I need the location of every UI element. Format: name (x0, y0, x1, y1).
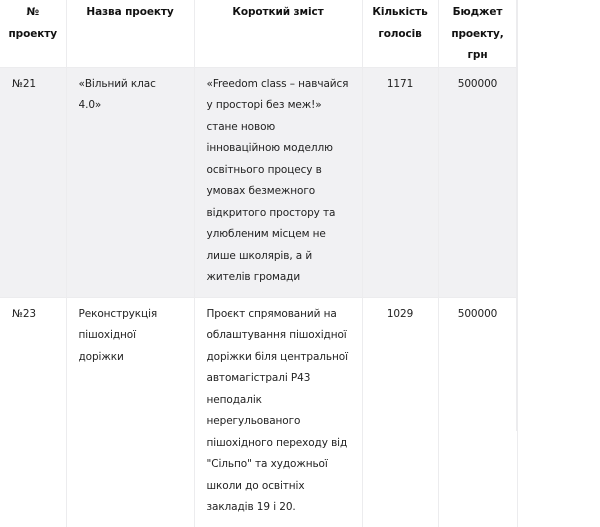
cell-project-number: №21 (0, 67, 66, 297)
header-project-name: Назва проекту (66, 0, 194, 67)
cell-budget: 500000 (438, 297, 517, 527)
header-project-number: № проекту (0, 0, 66, 67)
header-votes: Кількість голосів (362, 0, 438, 67)
cell-project-name: «Вільний клас 4.0» (66, 67, 194, 297)
cell-summary: Проєкт спрямований на облаштування пішохідної доріжки біля центральної автомагістралі Р43 неподалік нерегульованого пішохідного переходу від "Сільпо" та художньої школи до освітніх закладів 19 і 20. (194, 297, 362, 527)
table-header (0, 0, 517, 67)
table-right-border (516, 0, 517, 431)
header-budget: Бюджет проекту, грн (438, 0, 517, 67)
table-row (0, 67, 517, 297)
cell-votes: 1029 (362, 297, 438, 527)
cell-project-number: №23 (0, 297, 66, 527)
cell-summary: «Freedom class – навчайся у просторі без меж!» стане новою інноваційною моделлю освітнього процесу в умовах безмежного відкритого простору та улюбленим місцем не лише школярів, а й жителів громади (194, 67, 362, 297)
cell-project-name: Реконструкція пішохідної доріжки (66, 297, 194, 527)
cell-budget: 500000 (438, 67, 517, 297)
header-row (0, 0, 517, 67)
cell-votes: 1171 (362, 67, 438, 297)
header-summary: Короткий зміст (194, 0, 362, 67)
table-row (0, 297, 517, 527)
table-body (0, 67, 517, 527)
